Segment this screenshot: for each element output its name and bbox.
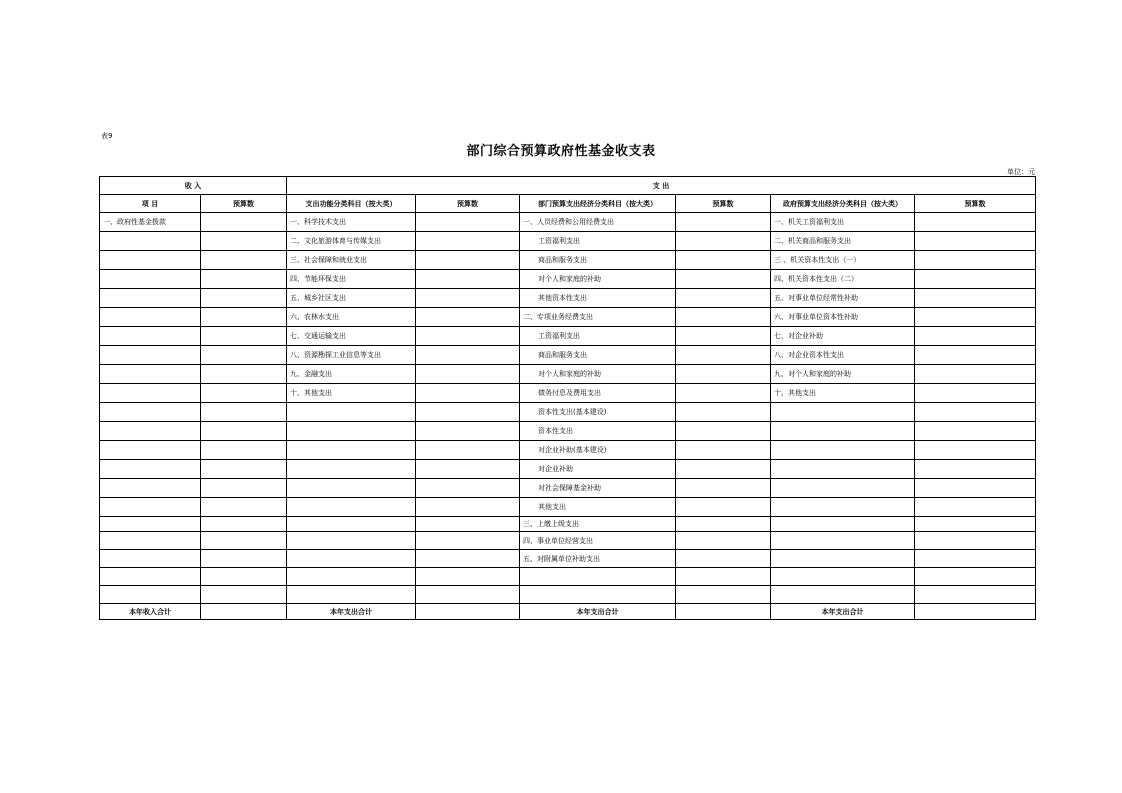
- col-dept-econ-category: 部门预算支出经济分类科目（按大类）: [520, 195, 676, 213]
- func-budget-cell[interactable]: [416, 403, 520, 422]
- income-item-cell: [100, 346, 201, 365]
- dept-econ-budget-cell[interactable]: [676, 289, 771, 308]
- dept-econ-category-cell: 三、上缴上级支出: [520, 517, 676, 532]
- income-item-cell: [100, 403, 201, 422]
- gov-econ-budget-cell[interactable]: [915, 365, 1036, 384]
- gov-econ-budget-cell[interactable]: [915, 403, 1036, 422]
- gov-econ-category-cell: 五、对事业单位经常性补助: [771, 289, 915, 308]
- income-header: 收 入: [100, 177, 287, 195]
- dept-econ-budget-cell[interactable]: [676, 308, 771, 327]
- dept-econ-budget-cell[interactable]: [676, 327, 771, 346]
- gov-econ-category-cell: 十、其他支出: [771, 384, 915, 403]
- dept-econ-category-cell: 债务付息及费用支出: [520, 384, 676, 403]
- gov-econ-budget-cell[interactable]: [915, 232, 1036, 251]
- dept-econ-category-cell: 对社会保障基金补助: [520, 479, 676, 498]
- table-row: [100, 460, 1036, 479]
- dept-econ-budget-cell[interactable]: [676, 365, 771, 384]
- func-category-cell: [287, 422, 416, 441]
- dept-econ-category-cell: 资本性支出: [520, 422, 676, 441]
- income-item-cell: [100, 327, 201, 346]
- gov-econ-category-cell: [771, 498, 915, 517]
- gov-econ-category-cell: 二、机关商品和服务支出: [771, 232, 915, 251]
- gov-econ-budget-cell[interactable]: [915, 327, 1036, 346]
- func-budget-cell[interactable]: [416, 422, 520, 441]
- gov-econ-category-cell: [771, 532, 915, 550]
- dept-econ-budget-cell[interactable]: [676, 498, 771, 517]
- dept-total-label: 本年支出合计: [520, 604, 676, 620]
- dept-econ-category-cell: 其他支出: [520, 498, 676, 517]
- func-budget-cell[interactable]: [416, 586, 520, 604]
- dept-econ-budget-cell[interactable]: [676, 550, 771, 568]
- func-budget-cell[interactable]: [416, 568, 520, 586]
- dept-econ-category-cell: 商品和服务支出: [520, 251, 676, 270]
- func-category-cell: 九、金融支出: [287, 365, 416, 384]
- col-gov-econ-budget: 预算数: [915, 195, 1036, 213]
- func-budget-cell[interactable]: [416, 289, 520, 308]
- table-number: 表9: [101, 132, 113, 140]
- func-category-cell: 五、城乡社区支出: [287, 289, 416, 308]
- func-category-cell: 六、农林水支出: [287, 308, 416, 327]
- table-row: [100, 270, 1036, 289]
- gov-econ-category-cell: [771, 460, 915, 479]
- gov-econ-budget-cell[interactable]: [915, 498, 1036, 517]
- table-row: [100, 441, 1036, 460]
- func-category-cell: [287, 517, 416, 532]
- income-budget-cell[interactable]: [201, 365, 287, 384]
- dept-econ-budget-cell[interactable]: [676, 479, 771, 498]
- gov-econ-category-cell: [771, 422, 915, 441]
- table-row: [100, 532, 1036, 550]
- func-category-cell: 七、交通运输支出: [287, 327, 416, 346]
- func-category-cell: [287, 532, 416, 550]
- gov-econ-category-cell: 七、对企业补助: [771, 327, 915, 346]
- func-budget-cell[interactable]: [416, 384, 520, 403]
- income-budget-cell[interactable]: [201, 498, 287, 517]
- dept-econ-budget-cell[interactable]: [676, 568, 771, 586]
- func-category-cell: 一、科学技术支出: [287, 213, 416, 232]
- income-budget-cell[interactable]: [201, 289, 287, 308]
- gov-econ-category-cell: 九、对个人和家庭的补助: [771, 365, 915, 384]
- dept-econ-category-cell: 商品和服务支出: [520, 346, 676, 365]
- func-category-cell: 二、文化旅游体育与传媒支出: [287, 232, 416, 251]
- dept-econ-budget-cell[interactable]: [676, 532, 771, 550]
- income-budget-cell[interactable]: [201, 422, 287, 441]
- col-income-budget: 预算数: [201, 195, 287, 213]
- func-budget-cell[interactable]: [416, 517, 520, 532]
- gov-econ-category-cell: [771, 441, 915, 460]
- gov-econ-category-cell: [771, 550, 915, 568]
- unit-label: 单位：元: [1007, 168, 1035, 176]
- func-budget-cell[interactable]: [416, 251, 520, 270]
- gov-econ-category-cell: [771, 403, 915, 422]
- func-category-cell: [287, 568, 416, 586]
- col-func-budget: 预算数: [416, 195, 520, 213]
- income-item-cell: [100, 441, 201, 460]
- income-budget-cell[interactable]: [201, 460, 287, 479]
- income-item-cell: [100, 422, 201, 441]
- gov-econ-category-cell: 三 、机关资本性支出（一）: [771, 251, 915, 270]
- dept-econ-category-cell: 资本性支出(基本建设): [520, 403, 676, 422]
- dept-econ-budget-cell[interactable]: [676, 232, 771, 251]
- dept-econ-category-cell: 对个人和家庭的补助: [520, 365, 676, 384]
- func-category-cell: 十、其他支出: [287, 384, 416, 403]
- dept-econ-budget-cell[interactable]: [676, 346, 771, 365]
- col-gov-econ-category: 政府预算支出经济分类科目（按大类）: [771, 195, 915, 213]
- dept-econ-category-cell: [520, 568, 676, 586]
- func-budget-cell[interactable]: [416, 498, 520, 517]
- dept-econ-category-cell: 工资福利支出: [520, 327, 676, 346]
- func-category-cell: [287, 586, 416, 604]
- dept-econ-budget-cell[interactable]: [676, 213, 771, 232]
- func-category-cell: 三、社会保障和就业支出: [287, 251, 416, 270]
- income-item-cell: [100, 251, 201, 270]
- dept-econ-category-cell: 对企业补助: [520, 460, 676, 479]
- income-item-cell: [100, 479, 201, 498]
- gov-econ-budget-cell[interactable]: [915, 550, 1036, 568]
- gov-econ-category-cell: 六、对事业单位资本性补助: [771, 308, 915, 327]
- dept-econ-budget-cell[interactable]: [676, 270, 771, 289]
- income-item-cell: [100, 498, 201, 517]
- table-row: [100, 327, 1036, 346]
- income-item-cell: [100, 270, 201, 289]
- func-budget-cell[interactable]: [416, 532, 520, 550]
- dept-econ-budget-cell[interactable]: [676, 460, 771, 479]
- income-item-cell: [100, 384, 201, 403]
- table-row: [100, 517, 1036, 532]
- func-budget-cell[interactable]: [416, 550, 520, 568]
- func-category-cell: [287, 550, 416, 568]
- income-budget-cell[interactable]: [201, 327, 287, 346]
- gov-econ-budget-cell[interactable]: [915, 308, 1036, 327]
- func-budget-cell[interactable]: [416, 460, 520, 479]
- table-row: [100, 213, 1036, 232]
- func-budget-cell[interactable]: [416, 213, 520, 232]
- dept-econ-budget-cell[interactable]: [676, 586, 771, 604]
- dept-econ-category-cell: [520, 586, 676, 604]
- gov-econ-budget-cell[interactable]: [915, 251, 1036, 270]
- table-row: [100, 498, 1036, 517]
- func-budget-cell[interactable]: [416, 308, 520, 327]
- income-item-cell: [100, 289, 201, 308]
- func-budget-cell[interactable]: [416, 365, 520, 384]
- dept-econ-category-cell: 一、人员经费和公用经费支出: [520, 213, 676, 232]
- func-category-cell: [287, 498, 416, 517]
- func-total-value[interactable]: [416, 604, 520, 620]
- income-budget-cell[interactable]: [201, 532, 287, 550]
- gov-econ-budget-cell[interactable]: [915, 479, 1036, 498]
- table-row: [100, 586, 1036, 604]
- totals-row: [100, 604, 1036, 620]
- income-item-cell: [100, 568, 201, 586]
- dept-econ-budget-cell[interactable]: [676, 441, 771, 460]
- col-dept-econ-budget: 预算数: [676, 195, 771, 213]
- gov-econ-budget-cell[interactable]: [915, 586, 1036, 604]
- col-func-category: 支出功能分类科目（按大类）: [287, 195, 416, 213]
- income-budget-cell[interactable]: [201, 270, 287, 289]
- income-item-cell: [100, 586, 201, 604]
- gov-econ-budget-cell[interactable]: [915, 460, 1036, 479]
- dept-econ-budget-cell[interactable]: [676, 403, 771, 422]
- income-budget-cell[interactable]: [201, 517, 287, 532]
- dept-total-value[interactable]: [676, 604, 771, 620]
- dept-econ-budget-cell[interactable]: [676, 251, 771, 270]
- func-category-cell: 八、资源勘探工业信息等支出: [287, 346, 416, 365]
- func-budget-cell[interactable]: [416, 327, 520, 346]
- income-total-label: 本年收入合计: [100, 604, 201, 620]
- income-item-cell: [100, 517, 201, 532]
- income-budget-cell[interactable]: [201, 308, 287, 327]
- table-row: [100, 232, 1036, 251]
- gov-econ-budget-cell[interactable]: [915, 346, 1036, 365]
- func-category-cell: [287, 403, 416, 422]
- func-category-cell: [287, 460, 416, 479]
- col-item: 项 目: [100, 195, 201, 213]
- expense-header: 支 出: [287, 177, 1036, 195]
- gov-econ-budget-cell[interactable]: [915, 422, 1036, 441]
- dept-econ-category-cell: 工资福利支出: [520, 232, 676, 251]
- func-category-cell: [287, 479, 416, 498]
- func-budget-cell[interactable]: [416, 479, 520, 498]
- gov-total-label: 本年支出合计: [771, 604, 915, 620]
- gov-econ-category-cell: [771, 586, 915, 604]
- table-row: [100, 479, 1036, 498]
- dept-econ-category-cell: 五、对附属单位补助支出: [520, 550, 676, 568]
- func-category-cell: [287, 441, 416, 460]
- income-item-cell: [100, 460, 201, 479]
- table-row: [100, 251, 1036, 270]
- table-row: [100, 308, 1036, 327]
- func-budget-cell[interactable]: [416, 232, 520, 251]
- income-item-cell: [100, 532, 201, 550]
- gov-econ-category-cell: 四、机关资本性支出（二）: [771, 270, 915, 289]
- income-total-value[interactable]: [201, 604, 287, 620]
- income-budget-cell[interactable]: [201, 479, 287, 498]
- table-row: [100, 384, 1036, 403]
- func-budget-cell[interactable]: [416, 441, 520, 460]
- income-budget-cell[interactable]: [201, 232, 287, 251]
- income-budget-cell[interactable]: [201, 346, 287, 365]
- dept-econ-category-cell: 对企业补助(基本建设): [520, 441, 676, 460]
- income-budget-cell[interactable]: [201, 384, 287, 403]
- gov-econ-budget-cell[interactable]: [915, 270, 1036, 289]
- income-budget-cell[interactable]: [201, 251, 287, 270]
- dept-econ-category-cell: 对个人和家庭的补助: [520, 270, 676, 289]
- dept-econ-category-cell: 四、事业单位经营支出: [520, 532, 676, 550]
- income-budget-cell[interactable]: [201, 568, 287, 586]
- income-item-cell: 一、政府性基金拨款: [100, 213, 201, 232]
- income-item-cell: [100, 550, 201, 568]
- gov-econ-budget-cell[interactable]: [915, 289, 1036, 308]
- func-budget-cell[interactable]: [416, 270, 520, 289]
- income-budget-cell[interactable]: [201, 441, 287, 460]
- func-total-label: 本年支出合计: [287, 604, 416, 620]
- gov-econ-category-cell: 一、机关工资福利支出: [771, 213, 915, 232]
- table-row: [100, 365, 1036, 384]
- gov-econ-budget-cell[interactable]: [915, 441, 1036, 460]
- dept-econ-budget-cell[interactable]: [676, 422, 771, 441]
- dept-econ-budget-cell[interactable]: [676, 517, 771, 532]
- gov-econ-budget-cell[interactable]: [915, 517, 1036, 532]
- gov-econ-budget-cell[interactable]: [915, 568, 1036, 586]
- gov-econ-category-cell: 八、对企业资本性支出: [771, 346, 915, 365]
- gov-econ-budget-cell[interactable]: [915, 213, 1036, 232]
- table-row: [100, 422, 1036, 441]
- func-category-cell: 四、节能环保支出: [287, 270, 416, 289]
- gov-econ-budget-cell[interactable]: [915, 532, 1036, 550]
- dept-econ-budget-cell[interactable]: [676, 384, 771, 403]
- income-budget-cell[interactable]: [201, 550, 287, 568]
- gov-econ-category-cell: [771, 568, 915, 586]
- gov-econ-category-cell: [771, 479, 915, 498]
- table-row: [100, 568, 1036, 586]
- gov-econ-budget-cell[interactable]: [915, 384, 1036, 403]
- income-item-cell: [100, 308, 201, 327]
- table-row: [100, 550, 1036, 568]
- budget-table: [99, 176, 1036, 620]
- table-row: [100, 289, 1036, 308]
- income-item-cell: [100, 365, 201, 384]
- table-row: [100, 403, 1036, 422]
- page-title: 部门综合预算政府性基金收支表: [466, 144, 656, 159]
- income-budget-cell[interactable]: [201, 586, 287, 604]
- income-budget-cell[interactable]: [201, 213, 287, 232]
- income-budget-cell[interactable]: [201, 403, 287, 422]
- dept-econ-category-cell: 其他资本性支出: [520, 289, 676, 308]
- dept-econ-category-cell: 二、专项业务经费支出: [520, 308, 676, 327]
- income-item-cell: [100, 232, 201, 251]
- gov-total-value[interactable]: [915, 604, 1036, 620]
- gov-econ-category-cell: [771, 517, 915, 532]
- table-row: [100, 346, 1036, 365]
- func-budget-cell[interactable]: [416, 346, 520, 365]
